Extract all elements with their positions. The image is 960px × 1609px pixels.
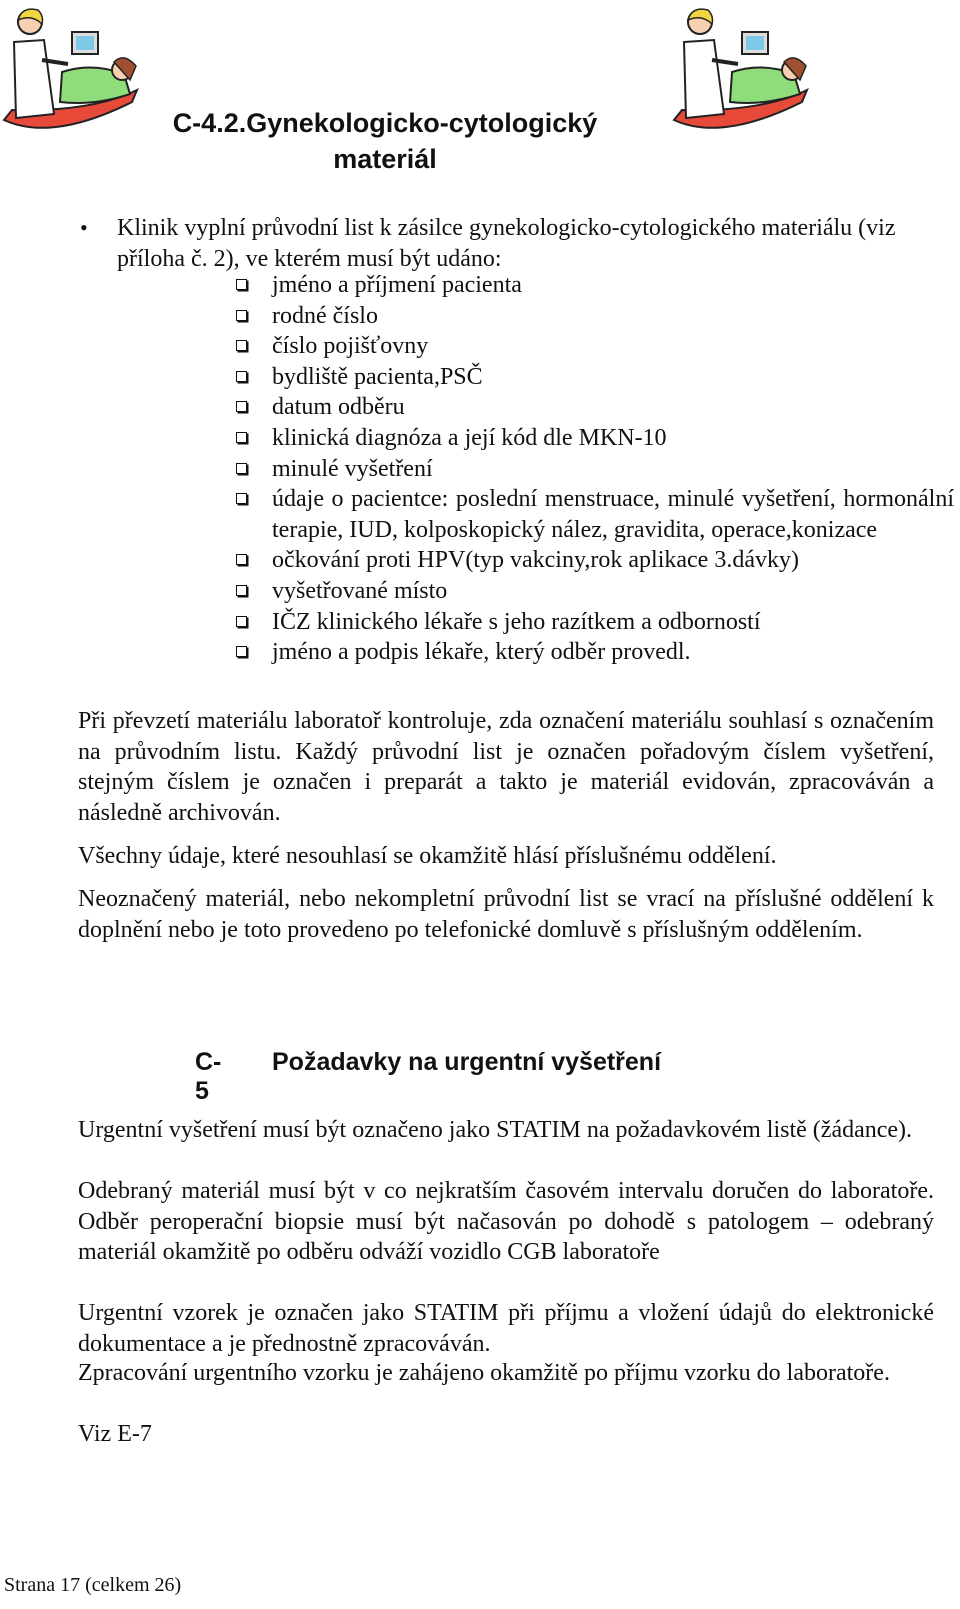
list-item: bydliště pacienta,PSČ	[232, 362, 954, 393]
checkbox-icon	[236, 616, 247, 627]
page-title-line2: materiál	[333, 144, 437, 174]
paragraph-urgent-processing: Zpracování urgentního vzorku je zahájeno okamžitě po příjmu vzorku do laboratoře.	[78, 1360, 890, 1386]
list-item: číslo pojišťovny	[232, 331, 954, 362]
paragraph-urgent-marking: Urgentní vyšetření musí být označeno jako STATIM na požadavkovém listě (žádance).	[78, 1117, 913, 1143]
checkbox-icon	[236, 401, 247, 412]
checkbox-icon	[236, 279, 247, 290]
checkbox-icon	[236, 340, 247, 351]
paragraph-see-reference: Viz E-7	[78, 1421, 152, 1447]
doctor-examining-patient-icon	[2, 2, 142, 132]
required-fields-checklist	[232, 270, 954, 668]
paragraph-urgent-statim: Urgentní vzorek je označen jako STATIM při příjmu a vložení údajů do elektronické dokumentace a je přednostně zpracováván.	[78, 1300, 934, 1357]
checkbox-icon	[236, 585, 247, 596]
section-title: Požadavky na urgentní vyšetření	[272, 1048, 662, 1076]
intro-text: Klinik vyplní průvodní list k zásilce gynekologicko-cytologického materiálu (viz příloha č. 2), ve kterém musí být udáno:	[117, 215, 896, 272]
bullet-icon: •	[80, 215, 88, 240]
list-item: datum odběru	[232, 392, 954, 423]
paragraph-mismatch-report: Všechny údaje, které nesouhlasí se okamžitě hlásí příslušnému oddělení.	[78, 843, 777, 869]
page-title	[150, 105, 620, 177]
list-item: IČZ klinického lékaře s jeho razítkem a odborností	[232, 607, 954, 638]
checkbox-icon	[236, 493, 247, 504]
doctor-examining-patient-icon	[672, 2, 812, 132]
list-item: jméno a podpis lékaře, který odběr provedl.	[232, 637, 954, 668]
page-number: Strana 17 (celkem 26)	[4, 1574, 182, 1596]
list-item: očkování proti HPV(typ vakciny,rok aplikace 3.dávky)	[232, 545, 954, 576]
checkbox-icon	[236, 554, 247, 565]
list-item: rodné číslo	[232, 301, 954, 332]
list-item: údaje o pacientce: poslední menstruace, minulé vyšetření, hormonální terapie, IUD, kolposkopický nález, gravidita, operace,konizace	[232, 484, 954, 545]
paragraph-material-check: Při převzetí materiálu laboratoř kontroluje, zda označení materiálu souhlasí s označením na průvodním listu. Každý průvodní list je označen pořadovým číslem vyšetření, stejným číslem je označen i preparát a takto je materiál evidován, zpracováván a následně archivován.	[78, 708, 934, 826]
checkbox-icon	[236, 310, 247, 321]
list-item: vyšetřované místo	[232, 576, 954, 607]
checkbox-icon	[236, 432, 247, 443]
page-title-line1: C-4.2.Gynekologicko-cytologický	[172, 108, 598, 138]
paragraph-unlabeled-material: Neoznačený materiál, nebo nekompletní průvodní list se vrací na příslušné oddělení k doplnění nebo je toto provedeno po telefonické domluvě s příslušným oddělením.	[78, 886, 934, 943]
checkbox-icon	[236, 371, 247, 382]
list-item: klinická diagnóza a její kód dle MKN-10	[232, 423, 954, 454]
list-item: jméno a příjmení pacienta	[232, 270, 954, 301]
checkbox-icon	[236, 646, 247, 657]
paragraph-urgent-delivery: Odebraný materiál musí být v co nejkratším časovém intervalu doručen do laboratoře. Odběr peroperační biopsie musí být načasován po dohodě s patologem – odebraný materiál okamžitě po odběru odváží vozidlo CGB laboratoře	[78, 1178, 934, 1266]
list-item: minulé vyšetření	[232, 454, 954, 485]
section-number: C-5	[195, 1048, 222, 1105]
checkbox-icon	[236, 463, 247, 474]
